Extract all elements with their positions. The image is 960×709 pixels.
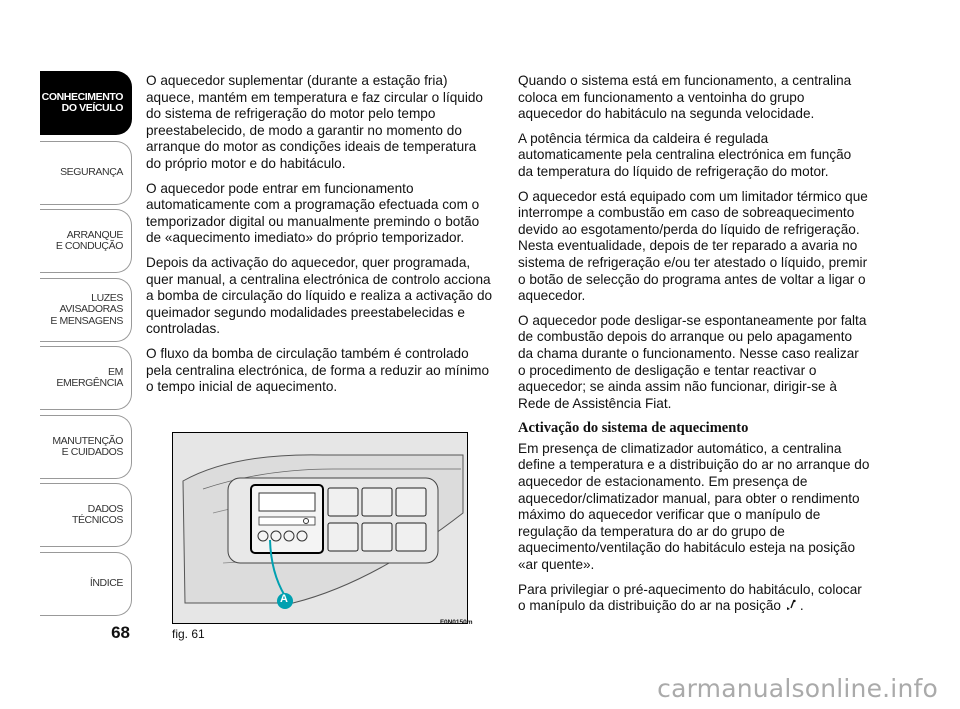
- chapter-tab-line: LUZES: [91, 291, 123, 304]
- chapter-tab[interactable]: [40, 483, 132, 547]
- chapter-tab[interactable]: [40, 71, 132, 135]
- section-heading: Activação do sistema de aquecimento: [518, 420, 749, 437]
- chapter-tab-line: E CUIDADOS: [61, 446, 123, 458]
- callout-label-a: A: [280, 593, 288, 605]
- figure-code: F0N0150m: [440, 619, 473, 626]
- chapter-tab-line: SEGURANÇA: [60, 166, 123, 179]
- paragraph: [518, 582, 870, 616]
- chapter-tab-line: CONHECIMENTO: [41, 90, 123, 103]
- paragraph: O aquecedor está equipado com um limitador térmico que interrompe a combustão em caso de sobreaquecimento devido ao esgotamento/perda do líquido de refrigeração. Nesta eventualidade, depois de ter reparado a avaria no sistema de refrigeração e/ou ter atestado o líquido, premir o botão de selecção do programa antes de voltar a ligar o aquecedor.: [518, 188, 868, 304]
- chapter-tab[interactable]: [40, 552, 132, 616]
- chapter-tab[interactable]: [40, 415, 132, 479]
- chapter-tab-label: [40, 367, 123, 390]
- chapter-tab-line: AVISADORAS: [59, 303, 123, 316]
- chapter-tab-label: [90, 578, 123, 590]
- paragraph: A potência térmica da caldeira é regulada automaticamente pela centralina electrónica em função da temperatura do líquido de refrigeração do motor.: [518, 130, 852, 179]
- paragraph: O aquecedor suplementar (durante a estação fria) aquece, mantém em temperatura e faz circular o líquido do sistema de refrigeração do motor pelo tempo preestabelecido, de modo a garantir no momento do arranque do motor as condições ideais de temperatura do próprio motor e do habitáculo.: [146, 73, 483, 171]
- left-text-column: [146, 73, 494, 404]
- chapter-tab-label: [56, 230, 123, 253]
- chapter-tab-label: [60, 167, 123, 179]
- watermark: carmanualsonline.info: [657, 674, 938, 703]
- chapter-tab[interactable]: [40, 346, 132, 410]
- chapter-tab-line: DADOS: [87, 502, 123, 515]
- chapter-tab-line: E CONDUÇÃO: [55, 240, 123, 252]
- page-number: 68: [111, 623, 130, 642]
- chapter-tab-label: [42, 92, 123, 115]
- chapter-tab-label: [52, 436, 123, 459]
- chapter-tab-line: MANUTENÇÃO: [52, 434, 123, 447]
- chapter-tab[interactable]: [40, 141, 132, 205]
- paragraph: Depois da activação do aquecedor, quer programada, quer manual, a centralina electrónica de controlo acciona a bomba de circulação do líquido e realiza a activação do queimador segundo modalidades preestabelecidas e controladas.: [146, 254, 493, 337]
- foot-air-distribution-icon: [785, 601, 800, 613]
- chapter-tab-line: ARRANQUE: [66, 228, 123, 241]
- figure-caption: fig. 61: [172, 627, 205, 641]
- paragraph-end: .: [799, 598, 804, 614]
- chapter-tab-label: [50, 293, 123, 328]
- paragraph: O aquecedor pode entrar em funcionamento automaticamente com a programação efectuada com o temporizador digital ou manualmente premindo o botão de «aquecimento imediato» do próprio temporizador.: [146, 180, 480, 246]
- paragraph-text: Para privilegiar o pré-aquecimento do habitáculo, colocar o manípulo da distribuição do ar na posição: [518, 581, 862, 614]
- chapter-tab-line: DO VEÍCULO: [61, 102, 123, 114]
- paragraph: Quando o sistema está em funcionamento, a centralina coloca em funcionamento a ventoinha do grupo aquecedor do habitáculo na segunda velocidade.: [518, 73, 852, 122]
- chapter-tab-line: E MENSAGENS: [50, 314, 123, 327]
- paragraph: Em presença de climatizador automático, a centralina define a temperatura e a distribuição do ar no arranque do aquecedor de estacionamento. Em presença de aquecedor/climatizador manual, para obter o rendimento máximo do aquecedor verificar que o manípulo de regulação da temperatura do ar do grupo de aquecimento/ventilação do habitáculo esteja na posição «ar quente».: [518, 440, 870, 573]
- chapter-tab-line: TÉCNICOS: [71, 514, 123, 526]
- heater-control-panel-illustration: [172, 432, 468, 624]
- chapter-tab[interactable]: [40, 278, 132, 342]
- chapter-tab-line: EM EMERGÊNCIA: [56, 365, 123, 389]
- paragraph: O aquecedor pode desligar-se espontaneamente por falta de combustão depois do arranque ou pelo apagamento da chama durante o funcionamento. Nesse caso realizar o procedimento de desligação e tentar reactivar o aquecedor; se ainda assim não funcionar, dirigir-se à Rede de Assistência Fiat.: [518, 312, 867, 411]
- chapter-tab[interactable]: [40, 209, 132, 273]
- right-text-column: [518, 73, 870, 624]
- paragraph: O fluxo da bomba de circulação também é controlado pela centralina electrónica, de forma a reduzir ao mínimo o tempo inicial de aquecimento.: [146, 345, 490, 395]
- chapter-tab-line: ÍNDICE: [89, 577, 123, 590]
- chapter-tab-label: [72, 504, 123, 527]
